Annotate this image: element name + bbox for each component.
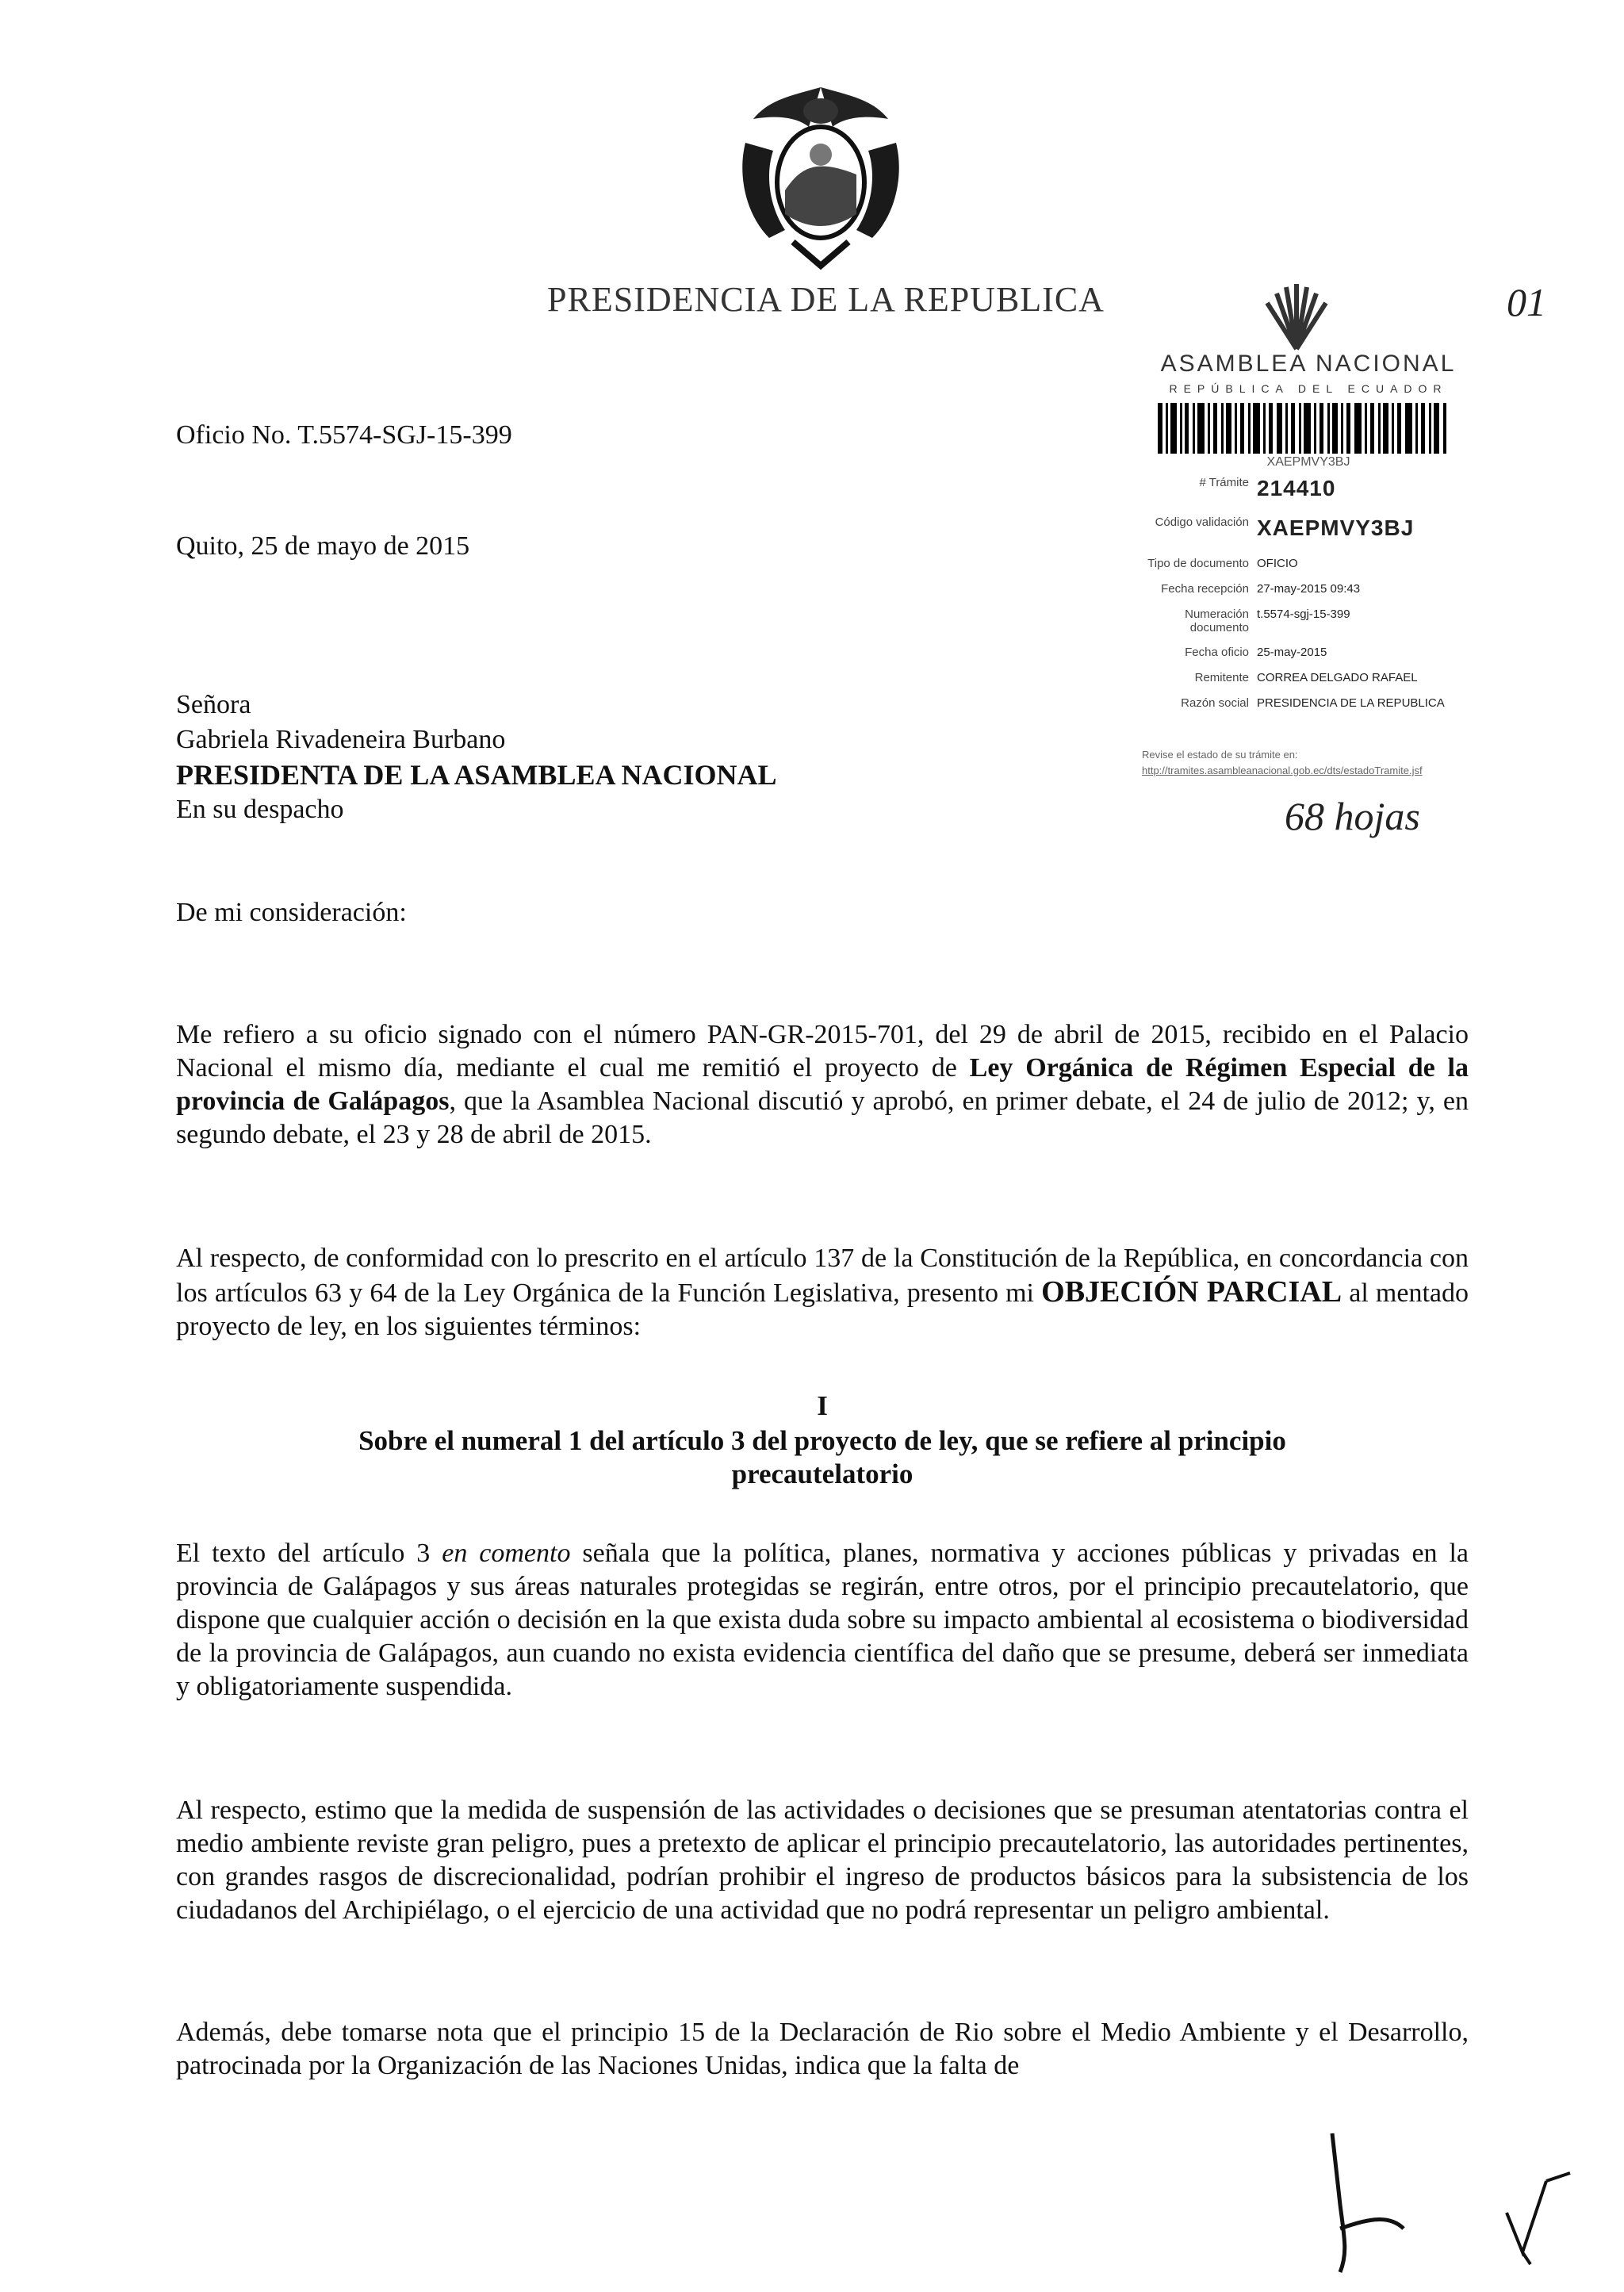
stamp-label: # Trámite [1199, 476, 1249, 489]
salutation: Señora [176, 690, 251, 719]
handwritten-signature-stroke [1316, 2125, 1411, 2276]
barcode-caption: XAEPMVY3BJ [1266, 455, 1350, 469]
stamp-note-text: Revise el estado de su trámite en: [1142, 749, 1298, 761]
stamp-link[interactable]: http://tramites.asambleanacional.gob.ec/dts/estadoTramite.jsf [1142, 765, 1423, 776]
stamp-value: 25-may-2015 [1257, 646, 1327, 659]
stamp-row-tramite [1142, 476, 1475, 501]
paragraph-text: Me refiero a su oficio signado con el número PAN-GR-2015-701, del 29 de abril de 2015, recibido en el Palacio Nacional el mismo día, mediante el cual me remitió el proyecto de [176, 1020, 1469, 1083]
paragraph-text: al mentado proyecto de ley, en los siguientes términos: [176, 1278, 1469, 1341]
stamp-label: Código validación [1155, 516, 1249, 529]
paragraph-text: Al respecto, de conformidad con lo prescrito en el artículo 137 de la Constitución de la República, en concordancia con los artículos 63 y 64 de la Ley Orgánica de la Función Legislativa, presento mi [176, 1244, 1469, 1308]
asamblea-logo-icon [1237, 278, 1356, 357]
handwritten-initials [1499, 2165, 1586, 2268]
stamp-row-tipo [1142, 557, 1475, 570]
letter-date: Quito, 25 de mayo de 2015 [176, 531, 470, 561]
stamp-row-fecha-oficio [1142, 646, 1475, 659]
handwritten-folio-mark: 01 [1507, 280, 1546, 324]
stamp-label: Fecha recepción [1161, 582, 1249, 596]
stamp-subtitle: REPÚBLICA DEL ECUADOR [1169, 382, 1448, 395]
stamp-note [1142, 747, 1475, 779]
paragraph-text: El texto del artículo 3 [176, 1539, 442, 1568]
section-number: I [817, 1390, 828, 1421]
stamp-organization: ASAMBLEA NACIONAL [1160, 351, 1457, 377]
stamp-value: PRESIDENCIA DE LA REPUBLICA [1257, 696, 1445, 710]
paragraph-text: señala que la política, planes, normativa y acciones públicas y privadas en la provincia de Galápagos y sus áreas naturales protegidas se regirán, entre otros, por el principio precautelatorio, que dispone que cualquier acción o decisión en la que exista duda sobre su impacto ambiental al ecosistema o biodiversidad de la provincia de Galápagos, aun cuando no exista evidencia científica del daño que se presume, deberá ser inmediata y obligatoriamente suspendida. [176, 1539, 1469, 1701]
paragraph-text: , que la Asamblea Nacional discutió y aprobó, en primer debate, el 24 de julio de 2012; y, en segundo debate, el 23 y 28 de abril de 2015. [176, 1087, 1469, 1149]
oficio-number: Oficio No. T.5574-SGJ-15-399 [176, 420, 512, 450]
paragraph-1 [176, 1018, 1469, 1152]
stamp-value: 214410 [1257, 476, 1336, 500]
stamp-value: XAEPMVY3BJ [1257, 516, 1415, 540]
paragraph-5: Además, debe tomarse nota que el principio 15 de la Declaración de Rio sobre el Medio Ambiente y el Desarrollo, patrocinada por la Organización de las Naciones Unidas, indica que la falta de [176, 2018, 1469, 2080]
paragraph-4: Al respecto, estimo que la medida de suspensión de las actividades o decisiones que se presuman atentatorias contra el medio ambiente reviste gran peligro, pues a pretexto de aplicar el principio precautelatorio, las autoridades pertinentes, con grandes rasgos de discrecionalidad, podrían prohibir el ingreso de productos básicos para la subsistencia de los ciudadanos del Archipiélago, o el ejercicio de una actividad que no podrá representar un peligro ambiental. [176, 1796, 1469, 1925]
stamp-value: CORREA DELGADO RAFAEL [1257, 671, 1418, 684]
objection-label: OBJECIÓN PARCIAL [1041, 1275, 1342, 1309]
stamp-label: Fecha oficio [1185, 646, 1249, 659]
stamp-label: Remitente [1194, 671, 1249, 684]
stamp-value: 27-may-2015 09:43 [1257, 582, 1361, 596]
handwritten-page-count: 68 hojas [1285, 794, 1420, 838]
italic-phrase: en comento [442, 1539, 571, 1568]
stamp-value: t.5574-sgj-15-399 [1257, 607, 1350, 621]
recipient-title: PRESIDENTA DE LA ASAMBLEA NACIONAL [176, 759, 777, 791]
stamp-row-remitente [1142, 671, 1475, 684]
paragraph-2 [176, 1242, 1469, 1343]
stamp-row-fecha-recepcion [1142, 582, 1475, 596]
stamp-value: OFICIO [1257, 557, 1298, 570]
stamp-label: Razón social [1181, 696, 1249, 710]
stamp-label: Tipo de documento [1147, 557, 1249, 570]
greeting: De mi consideración: [176, 898, 407, 927]
stamp-row-razon-social [1142, 696, 1475, 710]
coat-of-arms-emblem [730, 79, 912, 270]
barcode [1158, 403, 1451, 454]
stamp-label: Numeración documento [1185, 607, 1249, 634]
reception-stamp [1142, 278, 1475, 944]
stamp-row-codigo [1142, 516, 1475, 541]
recipient-location: En su despacho [176, 795, 344, 824]
stamp-row-numeracion [1142, 607, 1475, 634]
law-name: Ley Orgánica de Régimen Especial de la provincia de Galápagos [176, 1053, 1469, 1116]
paragraph-3 [176, 1537, 1469, 1704]
recipient-name: Gabriela Rivadeneira Burbano [176, 725, 506, 754]
letterhead-title: PRESIDENCIA DE LA REPUBLICA [547, 280, 1105, 319]
section-title: Sobre el numeral 1 del artículo 3 del proyecto de ley, que se refiere al principio precautelatorio [358, 1425, 1286, 1489]
